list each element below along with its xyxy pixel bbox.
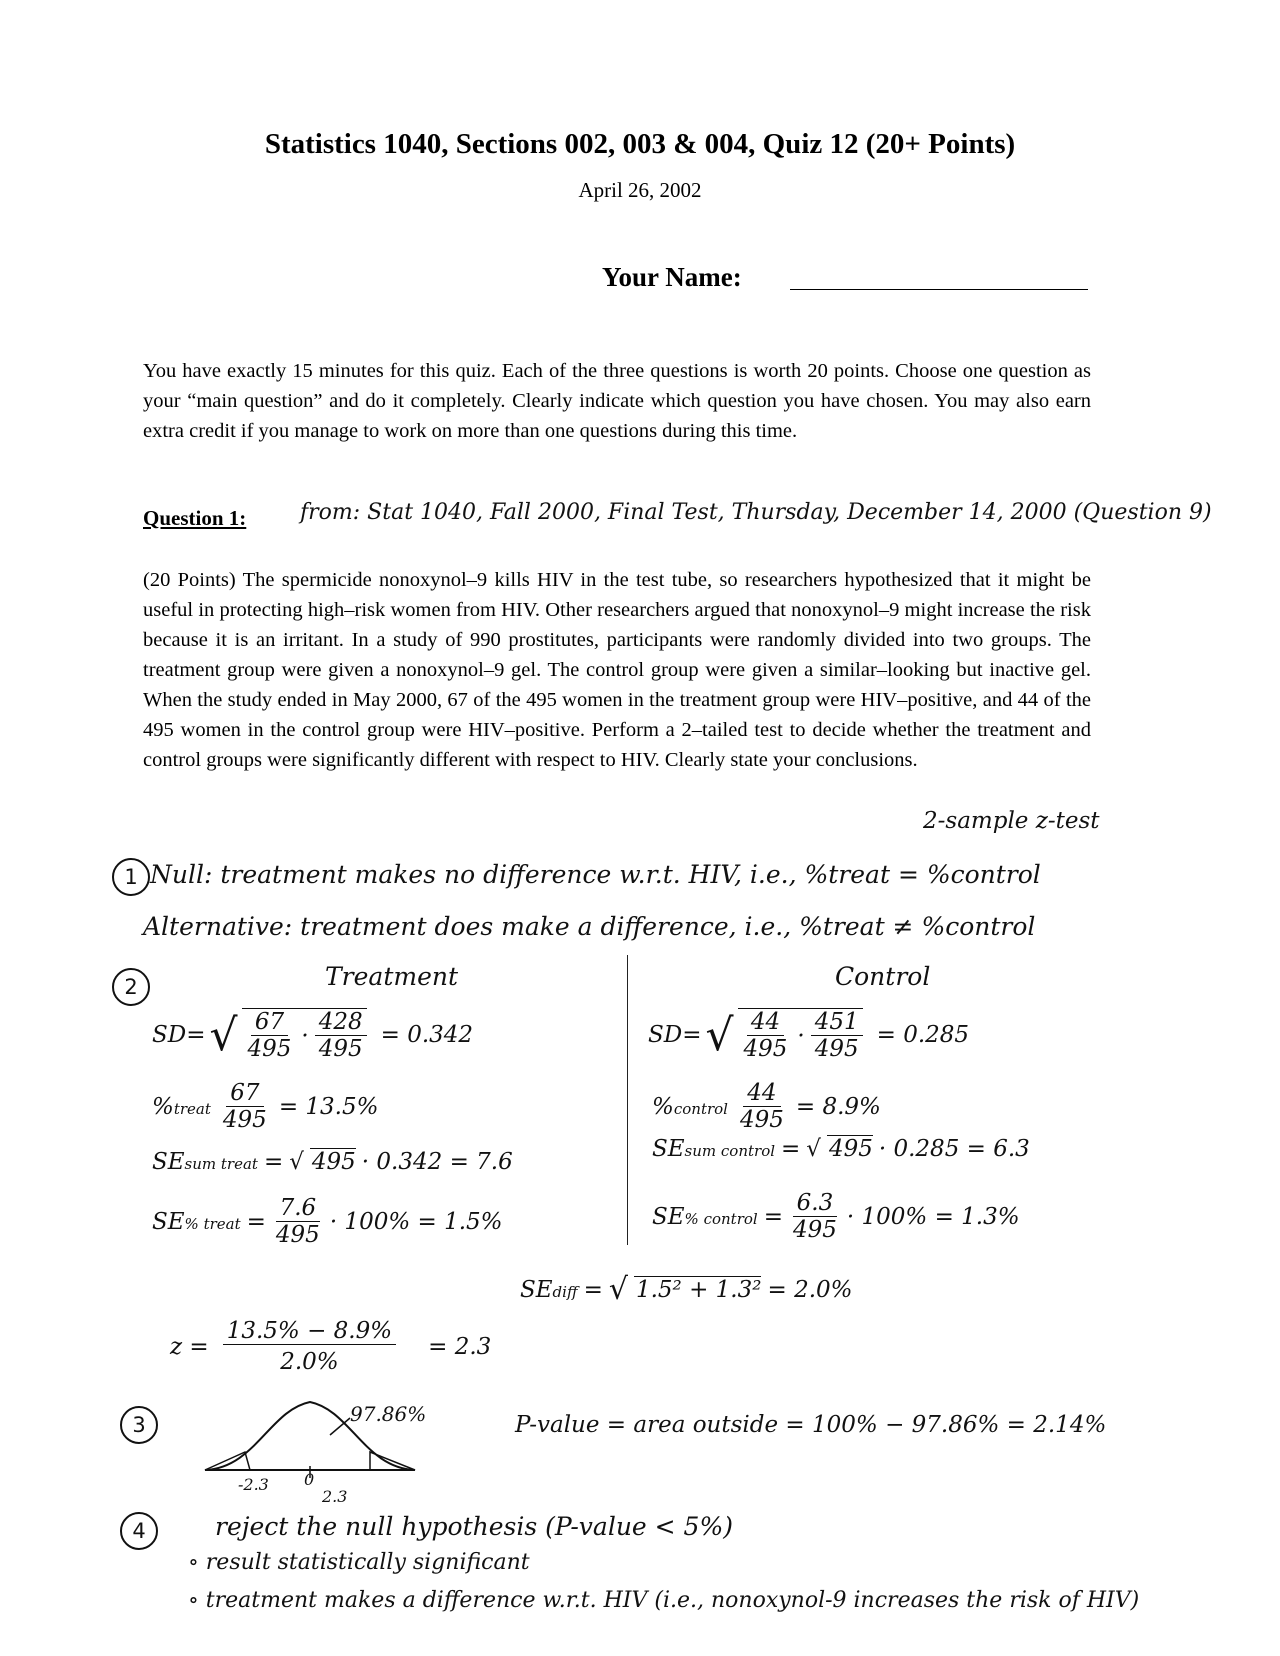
step-2-marker: 2 [112, 968, 150, 1006]
treatment-se-pct-num: 7.6 [276, 1195, 321, 1222]
se-diff-label: SE [520, 1276, 553, 1303]
null-hypothesis: Null: treatment makes no difference w.r.t. HIV, i.e., %treat = %control [150, 860, 1041, 889]
treatment-se-pct-result: · 100% = 1.5% [329, 1208, 503, 1235]
control-pct-result: = 8.9% [795, 1093, 881, 1120]
treatment-pct-num: 67 [226, 1080, 263, 1107]
alternative-hypothesis: Alternative: treatment does make a difference, i.e., %treat ≠ %control [143, 912, 1036, 941]
control-se-sum-root: 495 [828, 1136, 873, 1162]
quiz-date: April 26, 2002 [578, 178, 702, 202]
question-1-body: (20 Points) The spermicide nonoxynol–9 kills HIV in the test tube, so researchers hypothesized that it might be useful in protecting high–risk women from HIV. Other researchers argued that nonoxynol–9 might increase the risk because it is an irritant. In a study of 990 prostitutes, participants were randomly divided into two groups. The treatment group were given a nonoxynol–9 gel. The control group were given a similar–looking but inactive gel. When the study ended in May 2000, 67 of the 495 women in the treatment group were HIV–positive, and 44 of the 495 women in the control group were HIV–positive. Perform a 2–tailed test to decide whether the treatment and control groups were significantly different with respect to HIV. Clearly state your conclusions. [143, 569, 1091, 771]
control-se-sum-label: SE [652, 1135, 685, 1162]
step-4-marker: 4 [120, 1512, 158, 1550]
z-label: z = [170, 1333, 209, 1360]
control-pct-num: 44 [743, 1080, 780, 1107]
treatment-sd-d1: 495 [247, 1036, 292, 1062]
treatment-heading: Treatment [325, 962, 459, 991]
control-sd-result: = 0.285 [876, 1022, 970, 1048]
control-sd-n1: 44 [747, 1009, 784, 1036]
treatment-pct-sub: treat [173, 1099, 211, 1118]
control-sd-n2: 451 [811, 1009, 863, 1036]
treatment-sd-d2: 495 [318, 1036, 363, 1062]
name-blank-line[interactable] [790, 289, 1088, 290]
instructions: You have exactly 15 minutes for this quiz. Each of the three questions is worth 20 points. Choose one question as your “main question” and do it completely. Clearly indicate which question you have chosen. You may also earn extra credit if you manage to work on more than one questions during this time. [143, 360, 1091, 442]
sqrt-icon: √ [705, 1009, 734, 1061]
treatment-sd: SD= √ $\frac{67}{495}$ · $\frac{428}{495}$ = 0.342 [152, 1009, 474, 1062]
treatment-sd-n1: 67 [251, 1009, 288, 1036]
treatment-se-pct-sub: % treat [184, 1214, 241, 1233]
control-se-pct-den: 495 [792, 1217, 837, 1243]
control-pct [652, 1080, 881, 1133]
p-value-calculation: P-value = area outside = 100% − 97.86% = 2.14% [515, 1412, 1107, 1438]
control-se-pct-result: · 100% = 1.3% [846, 1203, 1020, 1230]
treatment-se-sum-sub: sum treat [184, 1154, 258, 1173]
control-sd-label: SD= [648, 1022, 702, 1048]
column-divider [627, 955, 628, 1245]
se-diff-result: = 2.0% [767, 1276, 853, 1303]
bullet-icon: ∘ [188, 1550, 206, 1575]
control-sd-d2: 495 [814, 1036, 859, 1062]
z-statistic [170, 1318, 491, 1375]
sqrt-icon: √ [806, 1135, 821, 1162]
control-pct-label: % [652, 1093, 674, 1120]
bullet-icon: ∘ [188, 1588, 206, 1613]
sqrt-icon: √ [289, 1148, 304, 1175]
tick-plus: 2.3 [322, 1487, 348, 1506]
control-se-pct-sub: % control [684, 1209, 758, 1228]
control-pct-den: 495 [739, 1107, 784, 1133]
step-1-marker: 1 [112, 858, 150, 896]
conclusion-bullet-1 [188, 1550, 530, 1575]
sqrt-icon: √ [608, 1272, 628, 1307]
treatment-sd-label: SD= [152, 1022, 206, 1048]
se-diff-sub: diff [552, 1282, 578, 1301]
control-se-sum-sub: sum control [684, 1141, 776, 1160]
tick-minus: -2.3 [238, 1475, 269, 1494]
right-tail-shading [370, 1452, 415, 1470]
treatment-se-pct: SE% treat = $\frac{7.6}{495}$ · 100% = 1.5% [152, 1195, 503, 1248]
test-type-note: 2-sample z-test [923, 808, 1100, 834]
treatment-pct [152, 1080, 378, 1133]
se-diff-root: 1.5² + 1.3² [635, 1277, 762, 1303]
central-area-label: 97.86% [350, 1402, 427, 1426]
control-sd: SD= √ $\frac{44}{495}$ · $\frac{451}{495}$ = 0.285 [648, 1009, 970, 1062]
treatment-pct-result: = 13.5% [278, 1093, 379, 1120]
z-numerator: 13.5% − 8.9% [223, 1318, 396, 1345]
conclusion-bullet-2 [188, 1588, 1139, 1613]
treatment-pct-den: 495 [222, 1107, 267, 1133]
treatment-se-sum: SEsum treat = √ 495 · 0.342 = 7.6 [152, 1148, 513, 1175]
treatment-se-sum-root: 495 [311, 1149, 356, 1175]
z-result: = 2.3 [428, 1333, 492, 1360]
treatment-se-pct-den: 495 [275, 1222, 320, 1248]
se-diff: SEdiff = √ 1.5² + 1.3² = 2.0% [520, 1272, 853, 1307]
control-sd-d1: 495 [743, 1036, 788, 1062]
z-denominator: 2.0% [280, 1349, 339, 1375]
control-heading: Control [835, 962, 931, 991]
conclusion-reject-null: reject the null hypothesis (P-value < 5%) [215, 1512, 733, 1541]
control-se-pct-label: SE [652, 1203, 685, 1230]
treatment-pct-label: % [152, 1093, 174, 1120]
treatment-se-sum-result: · 0.342 = 7.6 [361, 1148, 513, 1175]
bullet-1-text: result statistically significant [205, 1550, 530, 1575]
treatment-se-sum-label: SE [152, 1148, 185, 1175]
bullet-2-text: treatment makes a difference w.r.t. HIV (i.e., nonoxynol-9 increases the risk of HIV) [205, 1588, 1140, 1613]
name-label: Your Name: [602, 262, 742, 292]
control-se-pct: SE% control = $\frac{6.3}{495}$ · 100% = 1.3% [652, 1190, 1020, 1243]
question-1-source-note: from: Stat 1040, Fall 2000, Final Test, Thursday, December 14, 2000 (Question 9) [300, 500, 1212, 525]
treatment-se-pct-label: SE [152, 1208, 185, 1235]
control-pct-sub: control [673, 1099, 728, 1118]
tick-zero: 0 [304, 1470, 315, 1489]
control-se-sum: SEsum control = √ 495 · 0.285 = 6.3 [652, 1135, 1030, 1162]
control-se-pct-num: 6.3 [793, 1190, 838, 1217]
sqrt-icon: √ [209, 1009, 238, 1061]
question-1-label: Question 1: [143, 506, 247, 530]
control-se-sum-result: · 0.285 = 6.3 [878, 1135, 1030, 1162]
quiz-title: Statistics 1040, Sections 002, 003 & 004, Quiz 12 (20+ Points) [264, 128, 1016, 160]
treatment-sd-result: = 0.342 [380, 1022, 474, 1048]
treatment-sd-n2: 428 [315, 1009, 367, 1036]
step-3-marker: 3 [120, 1406, 158, 1444]
